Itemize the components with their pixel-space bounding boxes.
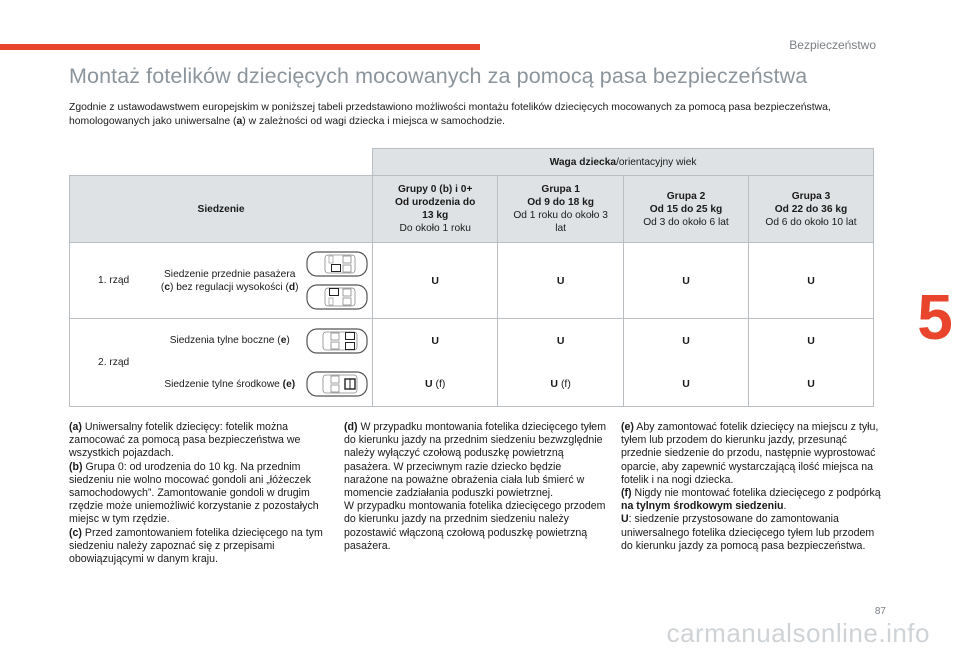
car-front-passenger-forward-facing-icon — [305, 282, 369, 312]
page-title: Montaż fotelików dziecięcych mocowanych za pomocą pasa bezpieczeństwa — [69, 64, 808, 88]
intro-paragraph: Zgodnie z ustawodawstwem europejskim w poniższej tabeli przedstawiono możliwości montażu fotelików dziecięcych mocowanych za pomocą pasa bezpieczeństwa, homologowanych jako uniwersalne (a) w zależności od wagi dziecka i miejsca w samochodzie. — [69, 102, 831, 127]
seat-header: Siedzenie — [70, 176, 373, 243]
notes-column-1: (a) Uniwersalny fotelik dziecięcy: fotelik można zamocować za pomocą pasa bezpieczeństwa we wszystkich pojazdach. (b) Grupa 0: od urodzenia do 10 kg. Na przednim siedzeniu nie wolno mocować gondoli ani „łóżeczek samochodowych”. Zamontowanie gondoli w drugim rzędzie może uniemożliwić korzystanie z pozostałych miejsc w tym rzędzie. (c) Przed zamontowaniem fotelika dziecięcego na tym siedzeniu należy zapoznać się z przepisami obowiązującymi w danym kraju. — [69, 421, 323, 566]
seat-description: Siedzenia tylne boczne (e) — [157, 319, 302, 363]
value-cell: U — [748, 243, 873, 319]
seat-description: Siedzenie tylne środkowe (e) — [157, 363, 302, 407]
seat-description: Siedzenie przednie pasażera (c) bez regulacji wysokości (d) — [157, 243, 302, 319]
seat-icons — [302, 319, 372, 363]
watermark: carmanualsonline.info — [666, 618, 930, 648]
row-label: 2. rząd — [70, 319, 158, 407]
value-cell: U (f) — [498, 363, 624, 407]
seat-icons — [302, 363, 372, 407]
child-seat-table — [69, 148, 874, 407]
chapter-number: 5 — [910, 278, 960, 356]
value-cell: U — [498, 319, 624, 363]
group-header-1: Grupa 1 Od 9 do 18 kg Od 1 roku do około 3 lat — [498, 176, 624, 243]
group-header-3: Grupa 3 Od 22 do 36 kg Od 6 do około 10 lat — [748, 176, 873, 243]
value-cell: U — [624, 363, 749, 407]
group-header-0: Grupy 0 (b) i 0+ Od urodzenia do 13 kg Do około 1 roku — [373, 176, 498, 243]
car-rear-side-seats-icon — [305, 326, 369, 356]
notes-column-3: (e) Aby zamontować fotelik dziecięcy na miejscu z tyłu, tyłem lub przodem do kierunku jazdy, przesunąć przednie siedzenie do przodu, następnie wyprostować oparcie, aby zapewnić wystarczającą ilość miejsca na fotelik i na nogi dziecka. (f) Nigdy nie montować fotelika dziecięcego z podpórką na tylnym środkowym siedzeniu. U: siedzenie przystosowane do zamontowania uniwersalnego fotelika dziecięcego tyłem lub przodem do kierunku jazdy za pomocą pasa bezpieczeństwa. — [621, 421, 881, 552]
accent-bar — [0, 44, 480, 50]
value-cell: U (f) — [373, 363, 498, 407]
value-cell: U — [748, 319, 873, 363]
car-rear-center-seat-icon — [305, 369, 369, 399]
car-front-passenger-rear-facing-icon — [305, 249, 369, 279]
weight-header: Waga dziecka/orientacyjny wiek — [373, 149, 874, 176]
notes-column-2: (d) W przypadku montowania fotelika dziecięcego tyłem do kierunku jazdy na przednim siedzeniu bezwzględnie należy wyłączyć czołową poduszkę powietrzną pasażera. W przeciwnym razie dziecko będzie narażone na poważne obrażenia ciała lub śmierć w momencie zadziałania poduszki powietrznej. W przypadku montowania fotelika dziecięcego przodem do kierunku jazdy na przednim siedzeniu należy pozostawić włączoną czołową poduszkę powietrzną pasażera. — [344, 421, 607, 552]
value-cell: U — [624, 243, 749, 319]
value-cell: U — [373, 243, 498, 319]
page-number: 87 — [874, 606, 886, 617]
value-cell: U — [624, 319, 749, 363]
value-cell: U — [498, 243, 624, 319]
value-cell: U — [748, 363, 873, 407]
section-label: Bezpieczeństwo — [789, 38, 876, 52]
value-cell: U — [373, 319, 498, 363]
row-label: 1. rząd — [70, 243, 158, 319]
seat-icons — [302, 243, 372, 319]
group-header-2: Grupa 2 Od 15 do 25 kg Od 3 do około 6 lat — [624, 176, 749, 243]
